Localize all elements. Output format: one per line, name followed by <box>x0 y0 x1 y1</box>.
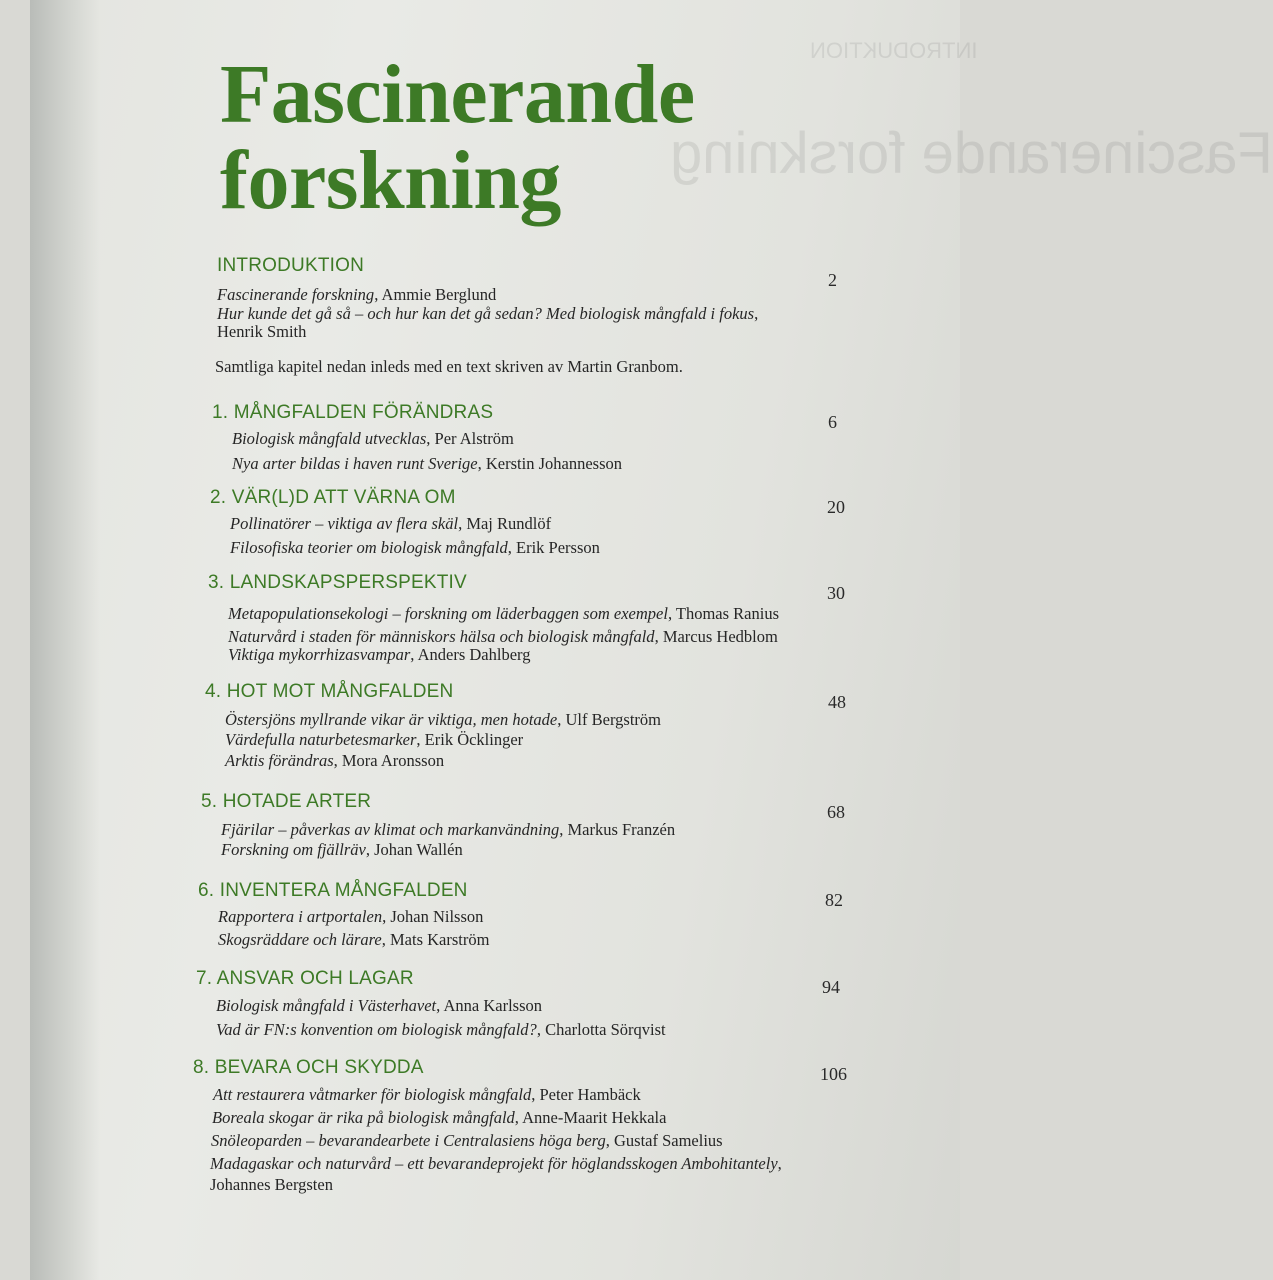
entry-title: Skogsräddare och lärare <box>218 930 382 949</box>
page-number: 20 <box>827 497 845 517</box>
section-heading: 6. INVENTERA MÅNGFALDEN <box>198 880 468 901</box>
page-number: 94 <box>822 977 840 997</box>
entry-title: Metapopulationsekologi – forskning om läderbaggen som exempel <box>228 604 668 623</box>
toc-entry <box>210 1175 333 1195</box>
entry-title: Vad är FN:s konvention om biologisk mångfald? <box>216 1020 537 1039</box>
toc-entry <box>216 1020 666 1040</box>
page-number: 2 <box>828 270 837 290</box>
toc-entry <box>232 429 514 449</box>
entry-author: , Maj Rundlöf <box>458 514 552 533</box>
bleed-through-text: INTRODUKTION <box>810 38 978 63</box>
entry-title: Att restaurera våtmarker för biologisk mångfald <box>213 1085 532 1104</box>
entry-title: Pollinatörer – viktiga av flera skäl <box>230 514 459 533</box>
entry-title: Värdefulla naturbetesmarker <box>225 730 417 749</box>
toc-entry <box>228 645 530 665</box>
entry-title: Snöleoparden – bevarandearbete i Centralasiens höga berg <box>211 1131 606 1150</box>
entry-author: , Erik Öcklinger <box>416 730 524 749</box>
toc-entry <box>218 930 489 950</box>
entry-author: , Marcus Hedblom <box>654 627 778 646</box>
toc-entry <box>228 627 778 647</box>
toc-entry <box>221 820 675 840</box>
page-number: 48 <box>828 692 846 712</box>
toc-entry <box>218 907 483 927</box>
section-heading: 4. HOT MOT MÅNGFALDEN <box>205 681 454 702</box>
entry-author: , Thomas Ranius <box>667 604 780 623</box>
entry-author: , Anne-Maarit Hekkala <box>514 1108 667 1127</box>
toc-entry <box>230 514 551 534</box>
entry-title: Naturvård i staden för människors hälsa och biologisk mångfald <box>228 627 655 646</box>
entry-author: Henrik Smith <box>217 322 307 341</box>
entry-author: , Per Alström <box>426 429 514 448</box>
bleed-through-title: Fascinerande forskning <box>670 121 1273 186</box>
entry-author: , Ammie Berglund <box>374 285 497 304</box>
toc-entry <box>210 1154 782 1174</box>
entry-title: Rapportera i artportalen <box>218 907 383 926</box>
page-number: 6 <box>828 412 837 432</box>
page-number: 68 <box>827 802 845 822</box>
toc-entry <box>217 304 758 324</box>
section-heading: INTRODUKTION <box>217 255 365 276</box>
entry-author: , Mats Karström <box>381 930 490 949</box>
entry-author: , Gustaf Samelius <box>605 1131 723 1150</box>
entry-title: Madagaskar och naturvård – ett bevarandeprojekt för höglandsskogen Ambohitantely <box>210 1154 778 1173</box>
entry-title: Filosofiska teorier om biologisk mångfald <box>230 538 508 557</box>
toc-entry <box>217 285 496 305</box>
entry-title: Arktis förändras <box>225 751 334 770</box>
entry-title: Fjärilar – påverkas av klimat och markanvändning <box>221 820 560 839</box>
entry-title: Forskning om fjällräv <box>221 840 366 859</box>
page-title-line-2: forskning <box>220 134 561 227</box>
entry-author: , Johan Nilsson <box>382 907 484 926</box>
entry-author: , <box>777 1154 782 1173</box>
entry-author: , Ulf Bergström <box>557 710 661 729</box>
toc-entry <box>213 1085 641 1105</box>
page-number: 106 <box>820 1064 847 1084</box>
toc-entry <box>232 454 622 474</box>
toc-entry <box>212 1108 666 1128</box>
toc-entry <box>216 996 542 1016</box>
entry-author: , Erik Persson <box>507 538 600 557</box>
entry-title: Boreala skogar är rika på biologisk mångfald <box>212 1108 515 1127</box>
toc-entry <box>221 840 463 860</box>
entry-title: Biologisk mångfald utvecklas <box>232 429 427 448</box>
entry-title: Fascinerande forskning <box>217 285 375 304</box>
page-title-line-1: Fascinerande <box>220 48 695 141</box>
page-number: 82 <box>825 890 843 910</box>
entry-author: , <box>754 304 759 323</box>
intro-note: Samtliga kapitel nedan inleds med en text skriven av Martin Granbom. <box>215 357 683 376</box>
section-heading: 7. ANSVAR OCH LAGAR <box>196 968 414 989</box>
entry-title: Viktiga mykorrhizasvampar <box>228 645 411 664</box>
section-heading: 1. MÅNGFALDEN FÖRÄNDRAS <box>212 402 494 423</box>
section-heading: 8. BEVARA OCH SKYDDA <box>193 1057 424 1078</box>
toc-entry <box>211 1131 723 1151</box>
entry-author: , Mora Aronsson <box>333 751 445 770</box>
entry-author: , Markus Franzén <box>559 820 676 839</box>
toc-entry <box>225 710 661 730</box>
section-heading: 3. LANDSKAPSPERSPEKTIV <box>208 572 467 593</box>
page-number: 30 <box>827 583 845 603</box>
section-heading: 5. HOTADE ARTER <box>201 791 372 812</box>
entry-author: , Anders Dahlberg <box>410 645 531 664</box>
entry-title: Östersjöns myllrande vikar är viktiga, men hotade <box>225 710 558 729</box>
entry-title: Hur kunde det gå så – och hur kan det gå sedan? Med biologisk mångfald i fokus <box>217 304 755 323</box>
entry-author: , Kerstin Johannesson <box>477 454 622 473</box>
entry-title: Biologisk mångfald i Västerhavet <box>216 996 437 1015</box>
entry-title: Nya arter bildas i haven runt Sverige <box>232 454 478 473</box>
entry-author: , Anna Karlsson <box>436 996 543 1015</box>
toc-entry <box>225 730 523 750</box>
section-heading: 2. VÄR(L)D ATT VÄRNA OM <box>210 487 456 508</box>
toc-entry <box>230 538 600 558</box>
entry-author: , Charlotta Sörqvist <box>536 1020 666 1039</box>
toc-entry <box>217 322 306 342</box>
toc-entry <box>225 751 444 771</box>
entry-author: , Johan Wallén <box>365 840 463 859</box>
toc-entry <box>228 604 779 624</box>
entry-author: , Peter Hambäck <box>531 1085 641 1104</box>
entry-author: Johannes Bergsten <box>210 1175 333 1194</box>
